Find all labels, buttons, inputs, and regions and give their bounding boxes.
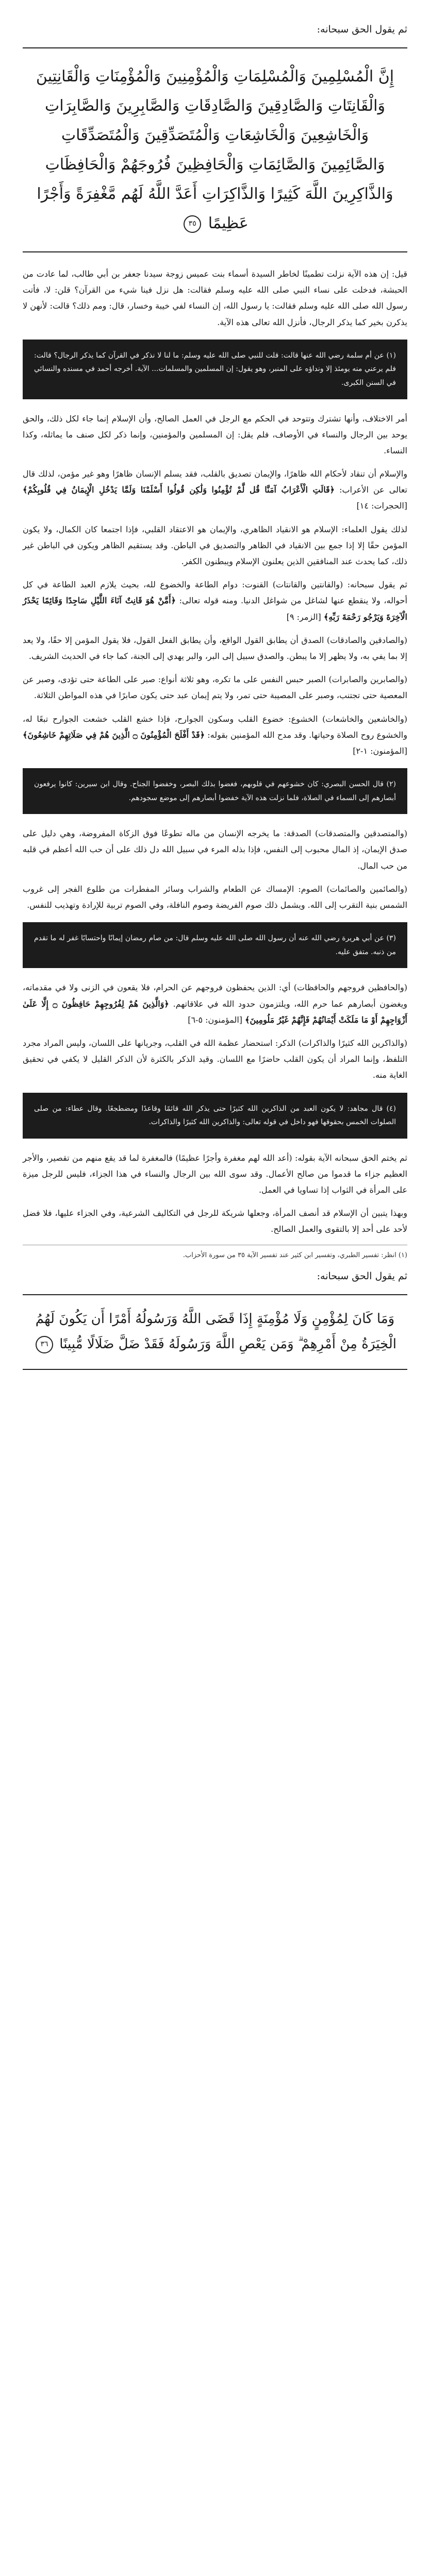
paragraph [23,466,407,514]
paragraph: لذلك يقول العلماء: الإسلام هو الانقياد الظاهري، والإيمان هو الاعتقاد القلبي، فإذا اجتمعا كان الكمال، ولا يكون المؤمن حقًا إلا إذا جمع بين الانقياد في الظاهر والتصديق في الباطن. وقد يستقيم الظاهر ويكون في الباطن غير ذلك، كما يحدث عند المنافقين الذين يعلنون الإسلام ويبطنون الكفر. [23,524,407,567]
verse-banner [23,47,407,252]
verse-reference: [الحجرات: ١٤] [356,501,407,511]
highlighted-note: (٣) عن أبي هريرة رضي الله عنه أن رسول الله صلى الله عليه وسلم قال: من صام رمضان إيمانًا واحتسابًا غفر له ما تقدم من ذنبه. متفق عليه. [23,922,407,968]
verse-text: وَمَا كَانَ لِمُؤْمِنٍ وَلَا مُؤْمِنَةٍ إِذَا قَضَى اللَّهُ وَرَسُولُهُ أَمْرًا أَن يَكُونَ لَهُمُ الْخِيَرَةُ مِنْ أَمْرِهِمْ ۗ وَمَن يَعْصِ اللَّهَ وَرَسُولَهُ فَقَدْ ضَلَّ ضَلَالًا مُّبِينًا [35,1311,396,1352]
paragraph: (والصابرين والصابرات) الصبر حبس النفس على ما تكره، وهو ثلاثة أنواع: صبر على الطاعة حتى تؤدى، وصبر عن المعصية حتى تجتنب، وصبر على المصيبة حتى تمر، ولا يتم إيمان عبد حتى يكون صابرًا في هذه المواطن الثلاثة. [23,674,407,701]
intro-line: ثم يقول الحق سبحانه: [317,24,407,35]
verse-text: إِنَّ الْمُسْلِمِينَ وَالْمُسْلِمَاتِ وَالْمُؤْمِنِينَ وَالْمُؤْمِنَاتِ وَالْقَانِتِينَ وَالْقَانِتَاتِ وَالصَّادِقِينَ وَالصَّادِقَاتِ وَالصَّابِرِينَ وَالصَّابِرَاتِ وَالْخَاشِعِينَ وَالْخَاشِعَاتِ وَالْمُتَصَدِّقِينَ وَالْمُتَصَدِّقَاتِ وَالصَّائِمِينَ وَالصَّائِمَاتِ وَالْحَافِظِينَ فُرُوجَهُمْ وَالْحَافِظَاتِ وَالذَّاكِرِينَ اللَّهَ كَثِيرًا وَالذَّاكِرَاتِ أَعَدَّ اللَّهُ لَهُم مَّغْفِرَةً وَأَجْرًا عَظِيمًا [36,67,394,232]
footnote: (١) انظر: تفسير الطبري، وتفسير ابن كثير عند تفسير الآية ٣٥ من سورة الأحزاب. [23,1245,407,1261]
paragraph: قيل: إن هذه الآية نزلت تطمينًا لخاطر السيدة أسماء بنت عميس زوجة سيدنا جعفر بن أبي طالب، لما عادت من الحبشة، فدخلت على نساء النبي صلى الله عليه وسلم فقالت: هل نزل فينا شيء من القرآن؟ قلن: لا، فأتت رسول الله صلى الله عليه وسلم فقالت: يا رسول الله، إن النساء لفي خيبة وخسار، قال: ومم ذلك؟ قالت: لأنهن لا يذكرن بخير كما يذكر الرجال، فأنزل الله تعالى هذه الآية. [23,269,408,327]
paragraph-text: والإسلام أن تنقاد لأحكام الله ظاهرًا، والإيمان تصديق بالقلب، فقد يسلم الإنسان ظاهرًا وهو غير مؤمن، لذلك قال تعالى عن الأعراب: [23,469,407,495]
paragraph-text: (والخاشعين والخاشعات) الخشوع: خضوع القلب وسكون الجوارح، فإذا خشع القلب خشعت الجوارح تبعًا له، والخشوع روح الصلاة وحياتها. وقد مدح الله المؤمنين بقوله: [23,714,407,740]
verse-reference: [المؤمنون: ٥-٦] [188,1014,243,1025]
paragraph: أمر الاختلاف، وأنها تشترك وتتوحد في الحكم مع الرجل في العمل الصالح، وأن الإسلام إنما جاء لكل ذلك، والحق يوحد بين الرجال والنساء في الأوصاف، فلم يقل: إن المسلمين والمؤمنين، وإنما ذكر لكل صنف ما يماثله، وكذا النساء. [23,413,407,455]
paragraph: (والذاكرين الله كثيرًا والذاكرات) الذكر: استحضار عظمة الله في القلب، وجريانها على اللسان، وليس المراد مجرد التلفظ، وإنما المراد أن يكون القلب حاضرًا مع اللسان. وقيد الذكر بالكثرة لأن الذكر القليل لا يكفي في تحقيق الغاية منه. [23,1038,407,1080]
paragraph: وبهذا يتبين أن الإسلام قد أنصف المرأة، وجعلها شريكة للرجل في التكاليف الشرعية، وفي الجزاء عليها، فلا فضل لأحد على أحد إلا بالتقوى والعمل الصالح. [23,1208,408,1234]
paragraph-text: ثم يقول سبحانه: (والقانتين والقانتات) القنوت: دوام الطاعة والخضوع لله، بحيث يلازم العبد الطاعة في كل أحواله، ولا ينقطع عنها لشاغل من شواغل الدنيا. ومنه قوله تعالى: [23,580,407,606]
paragraph: (والصائمين والصائمات) الصوم: الإمساك عن الطعام والشراب وسائر المفطرات من طلوع الفجر إلى غروب الشمس بنية التقرب إلى الله. ويشمل ذلك صوم الفريضة وصوم النافلة، وفي الصوم تربية للإرادة وتهذيب للنفس. [23,884,407,910]
inline-verse: ﴿قَالَتِ الْأَعْرَابُ آمَنَّا قُل لَّمْ تُؤْمِنُوا وَلَٰكِن قُولُوا أَسْلَمْنَا وَلَمَّا يَدْخُلِ الْإِيمَانُ فِي قُلُوبِكُمْ﴾ [23,485,335,495]
paragraph-text: (والحافظين فروجهم والحافظات) أي: الذين يحفظون فروجهم عن الحرام، فلا يقعون في الزنى ولا في مقدماته، ويغضون أبصارهم عما حرم الله، ويلتزمون حدود الله في علاقاتهم. [23,982,408,1009]
verse-banner [23,1294,407,1370]
inline-verse: ﴿أَمَّنْ هُوَ قَانِتٌ آنَاءَ اللَّيْلِ سَاجِدًا وَقَائِمًا يَحْذَرُ الْآخِرَةَ وَيَرْجُو رَحْمَةَ رَبِّهِ﴾ [23,596,407,622]
paragraph [23,979,407,1028]
inline-verse: ﴿وَالَّذِينَ هُمْ لِفُرُوجِهِمْ حَافِظُونَ ۝ إِلَّا عَلَىٰ أَزْوَاجِهِمْ أَوْ مَا مَلَكَتْ أَيْمَانُهُمْ فَإِنَّهُمْ غَيْرُ مَلُومِينَ﴾ [23,998,407,1025]
intro-line: ثم يقول الحق سبحانه: [317,1270,407,1282]
verse-reference: [المؤمنون: ١-٢] [353,745,407,756]
paragraph: (والمتصدقين والمتصدقات) الصدقة: ما يخرجه الإنسان من ماله تطوعًا فوق الزكاة المفروضة، وهي دليل على صدق الإيمان، إذ المال محبوب إلى النفس، فإذا بذله المرء في سبيل الله دل ذلك على أن حب الله أعظم في قلبه من حب المال. [23,828,408,871]
paragraph [23,577,407,625]
highlighted-note: (٤) قال مجاهد: لا يكون العبد من الذاكرين الله كثيرًا حتى يذكر الله قائمًا وقاعدًا ومضطجعًا. وقال عطاء: من صلى الصلوات الخمس بحقوقها فهو داخل في قوله تعالى: والذاكرين الله كثيرًا والذاكرات. [23,1093,407,1139]
highlighted-note: (١) عن أم سلمة رضي الله عنها قالت: قلت للنبي صلى الله عليه وسلم: ما لنا لا نذكر في القرآن كما يذكر الرجال؟ قالت: فلم يرعني منه يومئذ إلا ونداؤه على المنبر، وهو يقول: إن المسلمين والمسلمات... الآية. أخرجه أحمد في مسنده والنسائي في السنن الكبرى. [23,340,407,399]
verse-number-badge: ٣٦ [36,1336,53,1353]
paragraph: ثم يختم الحق سبحانه الآية بقوله: (أعد الله لهم مغفرة وأجرًا عظيمًا) فالمغفرة لما قد يقع منهم من تقصير، والأجر العظيم جزاء ما قدموا من صالح الأعمال. وقد سوى الله بين الرجال والنساء في هذا الجزاء، فليس للرجل ميزة على المرأة في الثواب إذا تساويا في العمل. [23,1153,407,1195]
paragraph [23,711,407,759]
inline-verse: ﴿قَدْ أَفْلَحَ الْمُؤْمِنُونَ ۝ الَّذِينَ هُمْ فِي صَلَاتِهِمْ خَاشِعُونَ﴾ [23,730,205,740]
verse-reference: [الزمر: ٩] [286,612,321,622]
highlighted-note: (٢) قال الحسن البصري: كان خشوعهم في قلوبهم، فغضوا بذلك البصر، وخفضوا الجناح. وقال ابن سيرين: كانوا يرفعون أبصارهم إلى السماء في الصلاة، فلما نزلت هذه الآية خفضوا أبصارهم إلى موضع سجودهم. [23,768,407,814]
paragraph: (والصادقين والصادقات) الصدق أن يطابق القول الواقع، وأن يطابق الفعل القول، فلا يقول المؤمن إلا حقًا، ولا يعد إلا بما يفي به، ولا يظهر إلا ما يبطن. والصدق سبيل إلى البر، والبر يهدي إلى الجنة، كما جاء في الحديث الشريف. [23,635,407,661]
verse-number-badge: ٣٥ [184,215,201,233]
